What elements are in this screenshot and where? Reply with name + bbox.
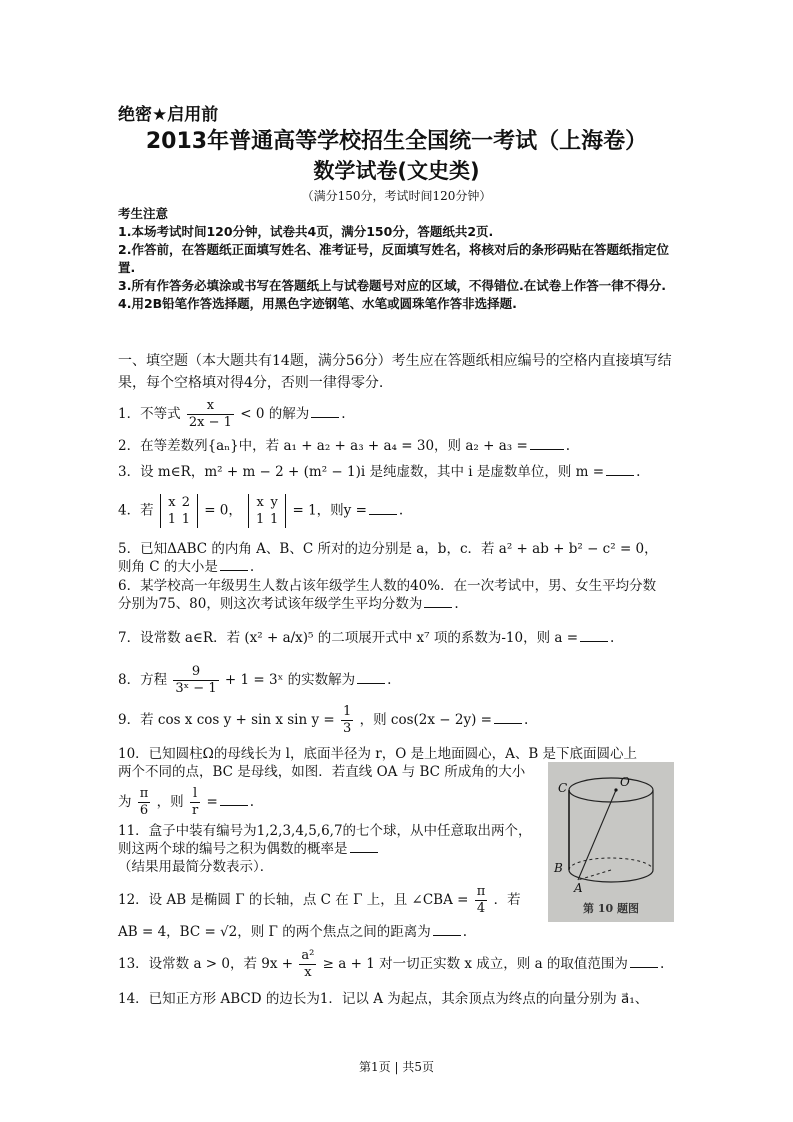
answer-blank [530,437,564,450]
q12-text-2: ．若 [493,892,521,908]
label-o: O [620,775,630,789]
notice-item: 4.用2B铅笔作答选择题，用黑色字迹钢笔、水笔或圆珠笔作答非选择题. [118,296,517,311]
q10-line-2: 两个不同的点，BC 是母线，如图．若直线 OA 与 BC 所成角的大小 [118,764,526,780]
det-cell: x [168,495,176,510]
q1-text: 1．不等式 [118,406,181,422]
q4-text-3: = 1，则y = [292,502,367,519]
q13-fraction [299,948,316,981]
q13-denominator: x [304,965,312,980]
q1-end: . [341,406,346,422]
answer-blank [220,558,248,571]
q10-fraction-2 [190,786,200,819]
question-12 [118,884,521,917]
det-cell: y [270,495,278,510]
notice-item: 3.所有作答务必填涂或书写在答题纸上与试卷题号对应的区域，不得错位.在试卷上作答一律不得分. [118,278,666,293]
q8-end: . [387,672,392,688]
q8-numerator: 9 [173,664,218,681]
q13-end: . [659,956,665,972]
answer-blank [350,840,378,853]
q2-end: . [565,438,571,454]
q12-text-3: AB = 4，BC = √2，则 Γ 的两个焦点之间的距离为 [118,924,431,940]
q10-numerator-2: l [190,786,200,803]
q4-text-2: = 0， [204,502,242,519]
q12-fraction [475,884,488,917]
label-c: C [558,781,568,795]
question-1 [118,398,346,431]
answer-blank [369,502,397,515]
q7-end: . [610,630,615,646]
q10-text-5: = [206,794,218,810]
q4-text: 4．若 [118,502,154,519]
question-10-cont [118,786,254,819]
q11-line-3: （结果用最简分数表示）． [118,859,274,875]
question-4 [118,494,403,528]
det-cell: 1 [256,512,265,527]
q6-end: . [454,596,459,612]
det-cell: 1 [181,512,191,527]
q3-end: . [636,464,641,480]
q9-text-2: ，则 cos(2x − 2y) = [359,712,492,728]
section-heading: 一、填空题（本大题共有14题，满分56分）考生应在答题纸相应编号的空格内直接填写结果，每个空格填对得4分，否则一律得零分. [118,353,672,391]
q1-fraction [187,398,234,431]
question-14 [118,990,648,1008]
q5-end: . [249,559,255,575]
q9-text: 9．若 cos x cos y + sin x sin y = [118,712,335,728]
secret-label: 绝密★启用前 [118,105,219,125]
q7-text: 7．设常数 a∈R．若 (x² + a/x)⁵ 的二项展开式中 x⁷ 项的系数为-10，则 a = [118,630,579,646]
q5-line-1: 5．已知ΔABC 的内角 A、B、C 所对的边分别是 a，b，c．若 a² + ab + b² − c² = 0， [118,541,658,557]
q1-denominator: 2x − 1 [188,415,232,430]
q10-numerator-1: π [139,786,149,801]
q11-line-2: 则这两个球的编号之积为偶数的概率是 [118,841,348,857]
q6-line-1: 6．某学校高一年级男生人数占该年级学生人数的40%．在一次考试中，男、女生平均分数 [118,578,657,594]
answer-blank [606,463,634,476]
notice-item: 1.本场考试时间120分钟，试卷共4页，满分150分，答题纸共2页. [118,224,494,239]
question-7 [118,629,614,647]
question-12-cont [118,923,467,941]
q2-text: 2．在等差数列{aₙ}中，若 a₁ + a₂ + a₃ + a₄ = 30，则 a₂ + a₃ = [118,438,528,454]
question-2 [118,437,570,455]
question-6 [118,577,656,613]
notice-block [118,205,678,313]
notice-item: 2.作答前，在答题纸正面填写姓名、准考证号，反面填写姓名，将核对后的条形码贴在答题纸指定位置. [118,242,669,275]
q12-end: . [462,924,467,940]
q4-end: . [398,502,404,519]
q9-end: . [523,712,529,728]
exam-title: 2013年普通高等学校招生全国统一考试（上海卷） [145,129,648,154]
q8-fraction [173,664,218,697]
q11-line-1: 11．盒子中装有编号为1,2,3,4,5,6,7的七个球，从中任意取出两个， [118,823,532,839]
figure-cylinder [548,762,674,922]
label-a: A [574,881,583,895]
q9-fraction [341,704,353,737]
det-cell: 2 [181,495,191,510]
label-b: B [554,861,563,875]
question-13 [118,948,664,981]
q6-line-2: 分别为75、80，则这次考试该年级学生平均分数为 [118,596,423,612]
answer-blank [433,923,461,936]
q8-text-2: + 1 = 3ˣ 的实数解为 [224,672,356,688]
q10-text-3: 为 [118,794,132,810]
q13-numerator: a² [301,948,315,963]
q13-text-2: ≥ a + 1 对一切正实数 x 成立，则 a 的取值范围为 [322,956,628,972]
question-3 [118,463,640,481]
answer-blank [424,595,452,608]
notice-heading: 考生注意 [118,206,169,221]
cylinder-diagram [548,762,674,922]
answer-blank [494,711,522,724]
det-cell: x [256,495,264,510]
exam-subtitle: 数学试卷(文史类) [313,159,480,183]
q14-text: 14．已知正方形 ABCD 的边长为1．记以 A 为起点，其余顶点为终点的向量分别为 a⃗₁、 [118,991,649,1007]
answer-blank [220,793,248,806]
q10-line-1: 10．已知圆柱Ω的母线长为 l，底面半径为 r，O 是上地面圆心，A、B 是下底面圆心上 [118,746,638,762]
question-8 [118,664,391,697]
q5-line-2: 则角 C 的大小是 [118,559,218,575]
q10-denominator-2: r [191,803,199,818]
figure-caption: 第 10 题图 [583,902,639,915]
q3-text: 3．设 m∈R，m² + m − 2 + (m² − 1)i 是纯虚数，其中 i 是虚数单位，则 m = [118,464,605,480]
page-footer: 第1页 | 共5页 [359,1060,434,1074]
q12-text: 12．设 AB 是椭圆 Γ 的长轴，点 C 在 Γ 上，且 ∠CBA = [118,892,469,908]
question-5 [118,540,658,576]
q13-text: 13．设常数 a > 0，若 9x + [118,956,294,972]
q4-determinant-1 [160,494,198,528]
question-9 [118,704,528,737]
answer-blank [580,629,608,642]
q8-text: 8．方程 [118,672,168,688]
answer-blank [357,671,385,684]
q8-denominator: 3ˣ − 1 [175,681,217,696]
answer-blank [311,405,339,418]
q10-denominator-1: 6 [139,803,149,818]
q9-denominator: 3 [343,721,352,736]
q10-fraction-1 [138,786,151,819]
q12-denominator: 4 [476,901,486,916]
q1-numerator: x [187,398,234,415]
q4-determinant-2 [248,494,286,528]
det-cell: 1 [167,512,177,527]
answer-blank [630,955,658,968]
question-11 [118,822,532,876]
det-cell: 1 [270,512,279,527]
q10-end: . [249,794,255,810]
q1-text-2: < 0 的解为 [240,406,310,422]
exam-note: （满分150分，考试时间120分钟） [301,189,492,203]
q12-numerator: π [476,884,486,899]
q9-numerator: 1 [343,704,352,719]
q10-text-4: ，则 [156,794,184,810]
